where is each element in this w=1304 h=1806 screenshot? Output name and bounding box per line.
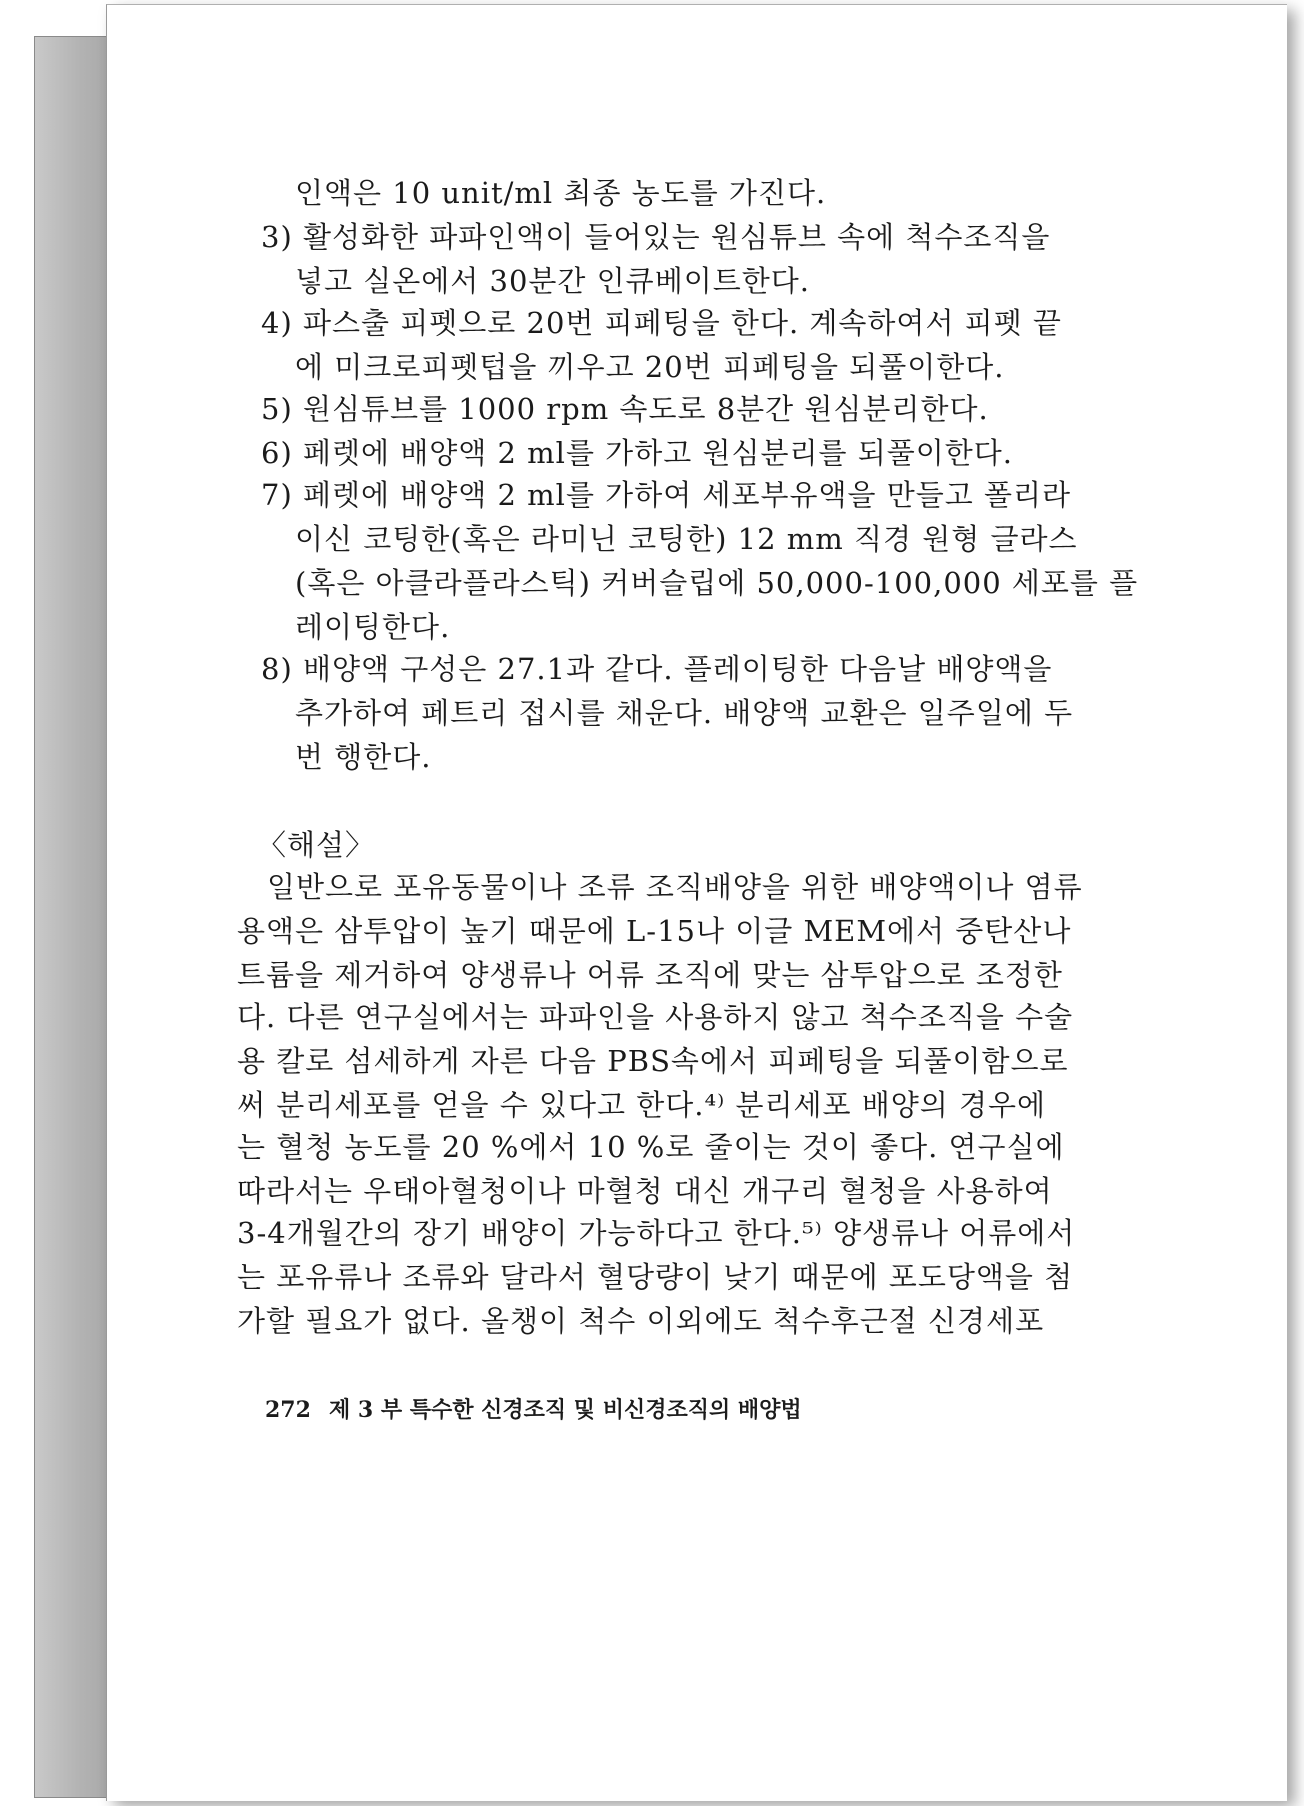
paragraph-line: 용액은 삼투압이 높기 때문에 L-15나 이글 MEM에서 중탄산나	[237, 914, 1072, 948]
paragraph-line: 트륨을 제거하여 양생류나 어류 조직에 맞는 삼투압으로 조정한	[237, 958, 1063, 992]
text-line: 이신 코팅한(혹은 라미닌 코팅한) 12 mm 직경 원형 글라스	[295, 522, 1078, 556]
list-item-4: 4) 파스출 피펫으로 20번 피페팅을 한다. 계속하여서 피펫 끝	[261, 306, 1062, 340]
list-item-6: 6) 페렛에 배양액 2 ml를 가하고 원심분리를 되풀이한다.	[261, 436, 1014, 470]
text-line: (혹은 아클라플라스틱) 커버슬립에 50,000-100,000 세포를 플	[295, 566, 1139, 600]
list-item-3: 3) 활성화한 파파인액이 들어있는 원심튜브 속에 척수조직을	[261, 220, 1051, 254]
list-item-7: 7) 페렛에 배양액 2 ml를 가하여 세포부유액을 만들고 폴리라	[261, 478, 1072, 512]
text-line: 번 행한다.	[295, 740, 432, 774]
paragraph-line: 따라서는 우태아혈청이나 마혈청 대신 개구리 혈청을 사용하여	[237, 1174, 1053, 1208]
paragraph-line: 용 칼로 섬세하게 자른 다음 PBS속에서 피페팅을 되풀이함으로	[237, 1044, 1069, 1078]
book-spine	[34, 36, 110, 1798]
text-line: 인액은 10 unit/ml 최종 농도를 가진다.	[295, 176, 827, 210]
text-line: 추가하여 페트리 접시를 채운다. 배양액 교환은 일주일에 두	[295, 696, 1074, 730]
running-title: 제 3 부 특수한 신경조직 및 비신경조직의 배양법	[328, 1397, 802, 1423]
paragraph-line: 는 포유류나 조류와 달라서 혈당량이 낮기 때문에 포도당액을 첨	[237, 1260, 1074, 1294]
book-page	[106, 4, 1287, 1801]
list-item-8: 8) 배양액 구성은 27.1과 같다. 플레이팅한 다음날 배양액을	[261, 652, 1053, 686]
text-line: 넣고 실온에서 30분간 인큐베이트한다.	[295, 264, 810, 298]
paragraph-line: 다. 다른 연구실에서는 파파인을 사용하지 않고 척수조직을 수술	[237, 1000, 1074, 1034]
list-item-5: 5) 원심튜브를 1000 rpm 속도로 8분간 원심분리한다.	[261, 392, 989, 426]
paragraph-line: 써 분리세포를 얻을 수 있다고 한다.⁴⁾ 분리세포 배양의 경우에	[237, 1088, 1047, 1122]
paragraph-line: 일반으로 포유동물이나 조류 조직배양을 위한 배양액이나 염류	[267, 870, 1083, 904]
text-line: 에 미크로피펫텁을 끼우고 20번 피페팅을 되풀이한다.	[295, 350, 1005, 384]
paragraph-line: 는 혈청 농도를 20 %에서 10 %로 줄이는 것이 좋다. 연구실에	[237, 1130, 1065, 1164]
paragraph-line: 3-4개월간의 장기 배양이 가능하다고 한다.⁵⁾ 양생류나 어류에서	[237, 1216, 1076, 1250]
page-footer	[265, 1393, 802, 1424]
text-line: 레이팅한다.	[295, 610, 451, 644]
paragraph-line: 가할 필요가 없다. 올챙이 척수 이외에도 척수후근절 신경세포	[237, 1304, 1045, 1338]
section-heading: 〈해설〉	[257, 828, 376, 862]
page-number: 272	[265, 1397, 311, 1423]
